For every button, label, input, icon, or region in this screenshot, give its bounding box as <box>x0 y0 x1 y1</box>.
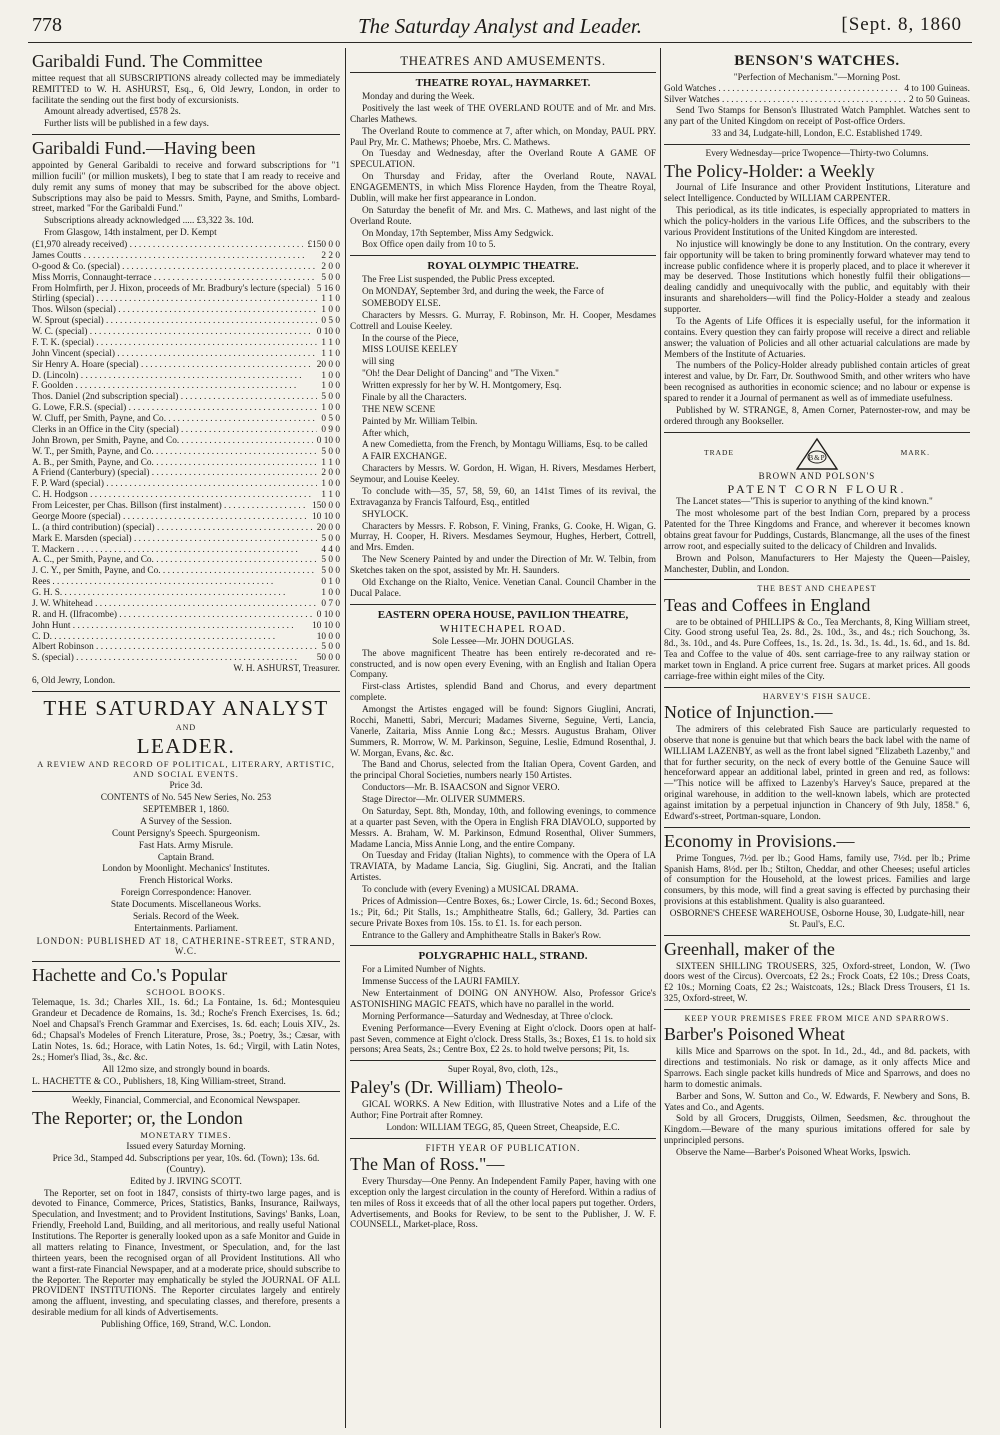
paragraph: On Saturday the benefit of Mr. and Mrs. C. Mathews, and last night of the Overland Route. <box>350 205 656 227</box>
ad-preline: THE BEST AND CHEAPEST <box>757 584 877 594</box>
ad-publisher: OSBORNE'S CHEESE WAREHOUSE, Osborne House, 30, Ludgate-hill, near St. Paul's, E.C. <box>669 909 965 930</box>
paragraph: The numbers of the Policy-Holder already published contain articles of great interest and value, by Dr. Farr, Dr. Southwood Smith, and other writers who have been recognised as authorities in economic science; and no labour or expense is spared to render it a Journal of permanent as well as of immediate usefulness. <box>664 361 970 405</box>
ad-text: From Glasgow, 14th instalment, per D. Kempt <box>44 228 217 239</box>
ad-text: Further lists will be published in a few days. <box>44 119 209 130</box>
list-row <box>32 621 340 632</box>
row-amount: 150 0 0 <box>312 501 340 512</box>
section-heading: THEATRES AND AMUSEMENTS. <box>400 53 606 68</box>
row-name: From Leicester, per Chas. Billson (first instalment) . . . <box>32 501 308 512</box>
row-name: F. P. Ward (special) . . . <box>32 479 317 490</box>
list-row <box>32 610 340 621</box>
row-amount: 1 1 0 <box>321 294 340 305</box>
row-amount: 1 1 0 <box>321 457 340 468</box>
row-name: Sir Henry A. Hoare (special) . . . <box>32 360 313 371</box>
paragraph: The Band and Chorus, selected from the Italian Opera, Covent Garden, and the principal Choral Societies, numbers nearly 150 Artistes. <box>350 760 656 782</box>
paragraph: Stage Director—Mr. OLIVER SUMMERS. <box>362 795 525 806</box>
divider <box>664 432 970 433</box>
list-row <box>32 403 340 414</box>
list-row <box>32 458 340 469</box>
row-amount: 50 0 0 <box>316 653 340 664</box>
ad-body <box>664 497 970 575</box>
paragraph: Serials. Record of the Week. <box>133 911 239 922</box>
paragraph: Conductors—Mr. B. ISAACSON and Signor VERO. <box>362 783 560 794</box>
row-amount: 4 4 0 <box>321 544 340 555</box>
paragraph: MISS LOUISE KEELEY <box>362 345 458 356</box>
divider <box>664 144 970 145</box>
trade-mark-label: TRADE <box>704 448 734 458</box>
row-amount: 2 2 0 <box>321 250 340 261</box>
row-amount: 1 0 0 <box>321 403 340 414</box>
paragraph: The Overland Route to commence at 7, after which, on Monday, PAUL PRY. Paul Pry, Mr. C. Mathews; Phoebe, Mrs. C. Mathews. <box>350 126 656 148</box>
paragraph: Count Persigny's Speech. Spurgeonism. <box>112 828 260 839</box>
ad-body: Prime Tongues, 7½d. per lb.; Good Hams, family use, 7½d. per lb.; Prime Spanish Hams, 8½d. per lb.; Stilton, Cheddar, and other Cheeses; useful articles of consumption for the Household, at the lowest prices. Families and large consumers, by this mode, will find a great saving is effected by purchasing their provisions at this establishment. Quality is also guaranteed. <box>664 853 970 908</box>
ad-title: Hachette and Co.'s Popular <box>32 964 228 985</box>
row-name: Albert Robinson . . . <box>32 642 317 653</box>
paragraph: The Lancet states—"This is superior to anything of the kind known." <box>676 497 933 508</box>
ad-text: Barber and Sons, W. Sutton and Co., W. Edwards, F. Newbery and Sons, B. Yates and Co., and Agents. <box>664 1091 970 1113</box>
paragraph: State Documents. Miscellaneous Works. <box>110 900 262 911</box>
row-name: From Holmfirth, per J. Hixon, proceeds of Mr. Bradbury's lecture (special) . . . <box>32 284 313 295</box>
price-list <box>664 84 970 106</box>
row-amount: 0 7 0 <box>321 598 340 609</box>
paragraph: SOMEBODY ELSE. <box>362 298 441 309</box>
list-row <box>32 392 340 403</box>
ad-address: 33 and 34, Ludgate-hill, London, E.C. Established 1749. <box>711 128 923 139</box>
paragraph: New Entertainment of DOING ON ANYHOW. Also, Professor Grice's ASTONISHING MAGIC FEATS, which have no parallel in the world. <box>350 989 656 1010</box>
divider <box>664 687 970 688</box>
ad-body: Telemaque, 1s. 3d.; Charles XII., 1s. 6d.; La Fontaine, 1s. 6d.; Montesquieu Grandeur et Decadence de Romains, 1s. 3d.; Roche's French Exercises, 1s. 6d.; Noel and Chapsal's French Grammar and Exercises, 1s. 6d. each; Louis XIV., 2s. 6d.; Chapsal's Modeles of French Literature, Prose, 3s.; Poetry, 3s.; Cæsar, with Latin Notes, 1s. 6d.; Horace, with Latin Notes, 1s. 6d.; Virgil, with Latin Notes, 2s.; Homer's Iliad, 3s., &c. &c. <box>32 998 340 1063</box>
paragraph: On Tuesday and Friday (Italian Nights), to commence with the Opera of LA TRAVIATA, by Madame Lancia, Sig. Giuglini, Sig. Ancrati, and the Italian Artistes. <box>350 851 656 884</box>
header-rule <box>28 42 972 43</box>
row-name: Thos. Daniel (2nd subscription special) . . . <box>32 392 317 403</box>
divider <box>350 604 656 605</box>
row-amount: 5 0 0 <box>321 272 340 283</box>
row-name: W. Sprout (special) . . . <box>32 316 317 327</box>
paragraph: Characters by Messrs. F. Robson, F. Vining, Franks, G. Cooke, H. Wigan, G. Murray, H. Cooper, H. Rivers. Mesdames Seymour, Hughes, Herbert, Cottrell, and Mrs. Emden. <box>350 521 656 554</box>
row-amount: 0 9 0 <box>321 424 340 435</box>
paragraph: On Saturday, Sept. 8th, Monday, 10th, and following evenings, to commence at a quarter past Seven, with the Opera in English FRA DIAVOLO, supported by Messrs. A. Braham, W. M. Parkinson, Edmund Rosenthal, Oliver Summers, Madame Lancia, Miss Annie Long, and the entire Company. <box>350 806 656 850</box>
row-name: O-good & Co. (special) . . . <box>32 262 317 273</box>
divider <box>664 579 970 580</box>
row-amount: 0 10 0 <box>316 609 340 620</box>
divider <box>350 945 656 946</box>
row-name: D. (Lincoln) . . . <box>32 371 317 382</box>
paragraph: will sing <box>362 357 395 368</box>
theatre-listing <box>350 965 656 1056</box>
ad-subtitle: MONETARY TIMES. <box>140 1130 232 1141</box>
paragraph: Characters by Messrs. W. Gordon, H. Wigan, H. Rivers, Mesdames Herbert, Seymour, and Louise Keeley. <box>350 464 656 486</box>
ad-text: Edited by J. IRVING SCOTT. <box>130 1176 242 1187</box>
divider <box>350 1060 656 1061</box>
ad-body: Every Thursday—One Penny. An Independent Family Paper, having with one exception only the largest circulation in the county of Hereford. Within a radius of ten miles of Ross it exceeds that of all the other local papers put together. Orders, Advertisements, and Books for Review, to be sent to the Publisher, J. W. F. COUNSELL, Market-place, Ross. <box>350 1176 656 1231</box>
ad-body: The Reporter, set on foot in 1847, consists of thirty-two large pages, and is devoted to Finance, Commerce, Prices, Statistics, Banks, Insurance, Railways, Speculation, and Investment; and to Provident Institutions, Savings' Banks, Loan, Friendly, Freehold Land, Building, and all meritorious, and really useful National Institutions. The Reporter is generally looked upon as a safe Monitor and Guide in all matters relating to Finance, Investment, or Speculation, and, for the last thirteen years, been the recognised organ of all Provident Institutions. All who want a first-rate Financial Newspaper, and at a moderate price, should subscribe to the Reporter. The Reporter may emphatically be styled the JOURNAL OF ALL PROVIDENT INSTITUTIONS. The Reporter circulates largely and entirely among the affluent, investing, and speculating classes, and therefore, presents a desirable medium for all kinds of Advertisements. <box>32 1188 340 1319</box>
paragraph: London by Moonlight. Mechanics' Institutes. <box>102 864 270 875</box>
list-row <box>32 273 340 284</box>
theatre-listing <box>350 649 656 942</box>
divider <box>350 72 656 73</box>
paragraph: Finale by all the Characters. <box>362 392 467 403</box>
trade-mark-logo-text: B&P <box>808 453 826 462</box>
paragraph: Journal of Life Insurance and other Provident Institutions, Literature and select Intelligence. Conducted by WILLIAM CARPENTER. <box>664 183 970 205</box>
row-amount: 0 1 0 <box>321 577 340 588</box>
divider <box>32 1091 340 1092</box>
row-amount: 20 0 0 <box>316 522 340 533</box>
row-amount: 20 0 0 <box>316 359 340 370</box>
row-name: George Moore (special) . . . <box>32 512 308 523</box>
theatre-listing <box>350 275 656 600</box>
row-name: Clerks in an Office in the City (special) . . . <box>32 425 317 436</box>
paragraph: Amongst the Artistes engaged will be found: Signors Giuglini, Ancrati, Rocchi, Manetti, Sabri, Mercuri; Madames Siverne, Seguine, Verti, Lancia, Vanerle, Zaitaria, Miss Annie Long &c.; Messrs. Augustus Braham, Oliver Summers, R. Morrow, W. M. Parkinson, Seguine, Leslie, Edmund Rosenthal, J. W. Morgan, Evans, &c. &c. <box>350 705 656 759</box>
divider <box>350 1138 656 1139</box>
list-row <box>32 566 340 577</box>
ad-preline: Weekly, Financial, Commercial, and Economical Newspaper. <box>71 1096 301 1107</box>
row-amount: 1 0 0 <box>321 588 340 599</box>
ad-title: Greenhall, maker of the <box>664 938 835 959</box>
row-amount: 5 0 0 <box>321 555 340 566</box>
theatre-title: EASTERN OPERA HOUSE, PAVILION THEATRE, <box>377 608 629 621</box>
paragraph: THE NEW SCENE <box>362 404 436 415</box>
paragraph: The most wholesome part of the best Indian Corn, prepared by a process Patented for the Three Kingdoms and France, and wherever it becomes known obtains great favour for Puddings, Custards, Blancmange, all the uses of the finest arrow root, and especially suited to the delicacy of Children and Invalids. <box>664 509 970 552</box>
list-row <box>32 512 340 523</box>
paragraph: To conclude with—35, 57, 58, 59, 60, an 141st Times of its revival, the Extravaganza by Francis Talfourd, Esq., entitled <box>350 486 656 508</box>
list-row <box>32 381 340 392</box>
column-divider <box>345 48 346 1428</box>
ad-body: mittee request that all SUBSCRIPTIONS already collected may be immediately REMITTED to W. H. ASHURST, Esq., 6, Old Jewry, London, in order to facilitate the sending out the first body of excursionists. <box>32 73 340 106</box>
theatre-address: WHITECHAPEL ROAD. <box>439 623 567 635</box>
paragraph: Box Office open daily from 10 to 5. <box>362 240 496 251</box>
list-row <box>32 577 340 588</box>
list-row <box>664 84 970 95</box>
paragraph: SHYLOCK. <box>362 509 409 520</box>
row-amount: 2 0 0 <box>321 261 340 272</box>
row-amount: 0 5 0 <box>321 414 340 425</box>
masthead-publisher: LONDON: PUBLISHED AT 18, CATHERINE-STREET, STRAND, W.C. <box>36 935 336 957</box>
list-row <box>32 479 340 490</box>
row-name: C. D. . . . <box>32 632 313 643</box>
list-row <box>32 327 340 338</box>
signature: W. H. ASHURST, Treasurer. <box>233 664 340 675</box>
list-row <box>32 251 340 262</box>
paragraph: On MONDAY, September 3rd, and during the week, the Farce of <box>362 287 604 298</box>
list-row <box>32 534 340 545</box>
paragraph: On Thursday and Friday, after the Overland Route, NAVAL ENGAGEMENTS, in which Miss Florence Hayden, from the Theatre Royal, Dublin, will make her first appearance in London. <box>350 172 656 204</box>
row-amount: 2 0 0 <box>321 468 340 479</box>
row-name: A. C., per Smith, Payne, and Co. . . . <box>32 555 317 566</box>
list-row <box>32 360 340 371</box>
ad-title: Teas and Coffees in England <box>664 594 871 615</box>
page-number: 778 <box>32 14 62 36</box>
paragraph: A FAIR EXCHANGE. <box>362 452 447 463</box>
ad-text: All 12mo size, and strongly bound in boards. <box>102 1064 270 1075</box>
paragraph: In the course of the Piece, <box>362 333 459 344</box>
issue-date: [Sept. 8, 1860 <box>841 14 962 35</box>
trade-mark-label: MARK. <box>900 448 930 458</box>
divider <box>32 691 340 692</box>
paragraph: A new Comedietta, from the French, by Montagu Williams, Esq. to be called <box>362 440 648 451</box>
row-name: Thos. Wilson (special) . . . <box>32 305 317 316</box>
row-name: Rees . . . <box>32 577 317 588</box>
row-amount: 1 1 0 <box>321 490 340 501</box>
paragraph: Entertainments. Parliament. <box>134 923 238 934</box>
row-name: W. T., per Smith, Payne, and Co. . . . <box>32 447 317 458</box>
ad-title: The Policy-Holder: a Weekly <box>664 160 875 181</box>
list-row <box>32 490 340 501</box>
row-amount: 0 5 0 <box>321 316 340 327</box>
trade-mark-logo-icon <box>795 437 839 471</box>
row-amount: 1 0 0 <box>321 479 340 490</box>
row-name: John Brown, per Smith, Payne, and Co. . . . <box>32 436 313 447</box>
list-row <box>32 653 340 664</box>
row-name: A Friend (Canterbury) (special) . . . <box>32 468 317 479</box>
masthead-leader: LEADER. <box>136 733 236 758</box>
row-amount: 4 to 100 Guineas. <box>904 84 970 95</box>
row-name: (£1,970 already received) . . . <box>32 240 303 251</box>
row-amount: 10 0 0 <box>316 631 340 642</box>
ad-title: BENSON'S WATCHES. <box>734 53 900 69</box>
masthead-price: Price 3d. <box>169 781 203 792</box>
ad-body: appointed by General Garibaldi to receive and forward subscriptions for "1 million fucili" (or million muskets), I beg to state that I am ready to receive and duly remit any sums of money that may be subscribed for the above object. Subscriptions may also be paid to Messrs. Smith, Payne, and Smiths, Lombard-street, marked "For the Garibaldi Fund." <box>32 160 340 215</box>
ad-text: Issued every Saturday Morning. <box>126 1142 246 1153</box>
paragraph: No injustice will knowingly be done to any Institution. On the contrary, every fair opportunity will be taken to bring prominently forward whatever may tend to increase public confidence where it is properly placed, and to place it wherever it may be deserved. Those Institutions which honestly fulfil their obligations—dealing candidly and unequivocally with the public, and equitably with their insurants and shareholders—will find the Policy-Holder a steady and zealous supporter. <box>664 239 970 316</box>
ad-body: Send Two Stamps for Benson's Illustrated Watch Pamphlet. Watches sent to any part of the United Kingdom on receipt of Post-office Orders. <box>664 106 970 128</box>
paragraph: Entrance to the Gallery and Amphitheatre Stalls in Baker's Row. <box>362 930 602 941</box>
column-left <box>32 50 340 1425</box>
ad-text: Sold by all Grocers, Druggists, Oilmen, Seedsmen, &c. throughout the Kingdom.—Beware of the many spurious imitations offered for sale by unprincipled persons. <box>664 1114 970 1147</box>
page-header <box>0 0 1000 42</box>
ad-publisher: L. HACHETTE & CO., Publishers, 18, King William-street, Strand. <box>32 1076 286 1087</box>
row-name: G. Lowe, F.R.S. (special) . . . <box>32 403 317 414</box>
list-row <box>32 436 340 447</box>
row-amount: 0 10 0 <box>316 435 340 446</box>
row-name: Mark E. Marsden (special) . . . <box>32 534 317 545</box>
list-row <box>32 349 340 360</box>
row-name: T. Mackern . . . <box>32 545 317 556</box>
list-row <box>32 501 340 512</box>
paragraph: First-class Artistes, splendid Band and Chorus, and every department complete. <box>350 682 656 704</box>
ad-preline: KEEP YOUR PREMISES FREE FROM MICE AND SPARROWS. <box>684 1014 950 1024</box>
row-name: Miss Morris, Connaught-terrace . . . <box>32 273 317 284</box>
paragraph: Evening Performance—Every Evening at Eight o'clock. Doors open at half-past Seven, commence at Eight o'clock. Dress Stalls, 3s.; Boxes, £1 1s. to hold six persons; Area Seats, 2s.; Centre Box, £2 2s. to hold twelve persons; Pit, 1s. <box>350 1023 656 1056</box>
ad-body: The admirers of this celebrated Fish Sauce are particularly requested to observe that none is genuine but that which bears the back label with the name of WILLIAM LAZENBY, as well as the front label signed "Elizabeth Lazenby," and that for further security, on the neck of every bottle of the Genuine Sauce will henceforward appear an additional label, printed in green and red, as follows:—"This notice will be affixed to Lazenby's Harvey's Sauce, prepared at the original warehouse, in addition to the well-known labels, which are protected against imitation by a perpetual injunction in Chancery of 9th July, 1858." 6, Edward's-street, Portman-square, London. <box>664 724 970 822</box>
ad-title: Garibaldi Fund. The Committee <box>32 51 263 71</box>
paragraph: For a Limited Number of Nights. <box>362 965 486 976</box>
list-row <box>32 316 340 327</box>
subscription-list <box>32 240 340 664</box>
column-divider <box>660 48 661 1428</box>
list-row <box>32 284 340 295</box>
ad-body: are to be obtained of PHILLIPS & Co., Tea Merchants, 8, King William street, City. Good strong useful Tea, 2s. 8d., 2s. 10d., 3s., and 4s.; rich Souchong, 3s. 8d., 3s. 10d., and 4s. Pure Coffees, 1s., 1s. 2d., 1s. 3d., 1s. 4d., 1s. 6d., and 1s. 8d. Tea and Coffee to the value of 40s. sent carriage-free to any railway station or market town in England. A price current free. Sugars at market prices. All goods carriage-free within eight miles of the City. <box>664 617 970 682</box>
row-name: F. T. K. (special) . . . <box>32 338 317 349</box>
row-amount: 1 0 0 <box>321 305 340 316</box>
row-name: W. Cluff, per Smith, Payne, and Co. . . . <box>32 414 317 425</box>
row-amount: 5 0 0 <box>321 446 340 457</box>
list-row <box>32 294 340 305</box>
list-row <box>32 588 340 599</box>
theatre-lessee: Sole Lessee—Mr. JOHN DOUGLAS. <box>432 636 574 647</box>
paragraph: The Free List suspended, the Public Press excepted. <box>362 275 555 286</box>
theatre-title: ROYAL OLYMPIC THEATRE. <box>427 260 579 273</box>
ad-body: kills Mice and Sparrows on the spot. In 1d., 2d., 4d., and 8d. packets, with directions and testimonials. No risk or damage, as it only affects Mice and Sparrows. Each single packet kills hundreds of Mice and Sparrows, and does no harm to domestic animals. <box>664 1047 970 1090</box>
list-row <box>32 632 340 643</box>
column-right <box>664 50 970 1425</box>
paragraph: The above magnificent Theatre has been entirely re-decorated and re-constructed, and is now open every Evening, with an English and Italian Opera Company. <box>350 648 656 681</box>
ad-title: The Reporter; or, the London <box>32 1108 243 1129</box>
address: 6, Old Jewry, London. <box>32 676 116 687</box>
paragraph: Characters by Messrs. G. Murray, F. Robinson, Mr. H. Cooper, Mesdames Cottrell and Louise Keeley. <box>350 310 656 332</box>
theatre-title: POLYGRAPHIC HALL, STRAND. <box>418 950 588 963</box>
row-name: J. W. Whitehead . . . <box>32 599 317 610</box>
ad-body: SIXTEEN SHILLING TROUSERS, 325, Oxford-street, London, W. (Two doors west of the Circus). Overcoats, £2 2s.; Frock Coats, £2 10s.; Dress Coats, £2 10s.; Morning Coats, £2 2s.; Waistcoats, 12s.; Black Dress Trousers, £1 1s. 325, Oxford-street, W. <box>664 961 970 1005</box>
ad-text: Amount already advertised, £578 2s. <box>44 107 181 118</box>
ad-subtitle: PATENT CORN FLOUR. <box>727 482 907 497</box>
row-name: Stirling (special) . . . <box>32 294 317 305</box>
ad-text: Subscriptions already acknowledged ..... £3,322 3s. 10d. <box>44 216 254 227</box>
list-row <box>32 425 340 436</box>
ad-title: BROWN AND POLSON'S <box>758 470 876 481</box>
ad-title: Economy in Provisions.— <box>664 830 855 851</box>
row-name: J. C. Y., per Smith, Payne, and Co. . . . <box>32 566 317 577</box>
list-row <box>32 305 340 316</box>
paragraph: This periodical, as its title indicates, is especially appropriated to matters in which the policy-holders in the various Life Offices, and the subscribers to the various Provident Institutions of the United Kingdom are interested. <box>664 206 970 238</box>
row-amount: 10 10 0 <box>312 620 340 631</box>
list-row <box>32 447 340 458</box>
paragraph: Foreign Correspondence: Hanover. <box>120 888 252 899</box>
contents-list <box>32 817 340 935</box>
theatre-title: THEATRE ROYAL, HAYMARKET. <box>415 77 591 90</box>
divider <box>664 1009 970 1010</box>
paragraph: The New Scenery Painted by and under the Direction of Mr. W. Telbin, from Sketches taken on the spot, assisted by Mr. H. Saunders. <box>350 555 656 577</box>
ad-title: Paley's (Dr. William) Theolo- <box>350 1077 563 1098</box>
row-amount: 1 1 0 <box>321 348 340 359</box>
masthead-title: THE SATURDAY ANALYST <box>43 695 329 720</box>
paragraph: Prices of Admission—Centre Boxes, 6s.; Lower Circle, 1s. 6d.; Second Boxes, 1s.; Pit, 6d.; Pit Stalls, 1s.; Amphitheatre Stalls, 6d.; Gallery, 3d. Parties can secure Private Boxes from 10s. 15s. to £1. 1s. for each person. <box>350 896 656 929</box>
paragraph: Immense Success of the LAURI FAMILY. <box>362 977 520 988</box>
list-row <box>32 240 340 251</box>
row-name: A. B., per Smith, Payne, and Co. . . . <box>32 458 317 469</box>
list-row <box>32 262 340 273</box>
row-amount: 5 16 0 <box>316 283 340 294</box>
row-name: G. H. S. . . . <box>32 588 317 599</box>
row-name: F. Goolden . . . <box>32 381 317 392</box>
column-middle <box>350 50 656 1425</box>
row-amount: 10 10 0 <box>312 511 340 522</box>
list-row <box>32 642 340 653</box>
row-amount: 1 0 0 <box>321 370 340 381</box>
paragraph: Positively the last week of THE OVERLAND ROUTE and of Mr. and Mrs. Charles Mathews. <box>350 103 656 125</box>
paragraph: On Tuesday and Wednesday, after the Overland Route A GAME OF SPECULATION. <box>350 149 656 171</box>
contents-date: SEPTEMBER 1, 1860. <box>142 805 230 816</box>
paragraph: French Historical Works. <box>139 876 233 887</box>
divider <box>664 935 970 936</box>
ad-preline: Every Wednesday—price Twopence—Thirty-two Columns. <box>705 148 929 159</box>
ad-preline: Super Royal, 8vo, cloth, 12s., <box>447 1065 559 1076</box>
row-amount: 5 0 0 <box>321 392 340 403</box>
masthead-and: AND <box>175 722 197 732</box>
paragraph: Fast Hats. Army Misrule. <box>138 840 234 851</box>
list-row <box>664 95 970 106</box>
paragraph: To the Agents of Life Offices it is especially useful, for the information it contains. Every question they can fairly propose will receive a direct and reliable answer; the valuation of Policies and all other actuarial calculations are made by Members of the Institute of Actuaries. <box>664 316 970 360</box>
contents-heading: CONTENTS of No. 545 New Series, No. 253 <box>100 793 272 804</box>
ad-preline: HARVEY'S FISH SAUCE. <box>762 691 872 701</box>
ad-body: GICAL WORKS. A New Edition, with Illustrative Notes and a Life of the Author; Fine Portrait after Romney. <box>350 1099 656 1121</box>
paragraph: After which, <box>362 428 409 439</box>
list-row <box>32 414 340 425</box>
row-amount: 1 1 0 <box>321 337 340 348</box>
row-name: Silver Watches . . . <box>664 95 905 106</box>
list-row <box>32 555 340 566</box>
row-name: S. (special) . . . <box>32 653 313 664</box>
row-name: James Coutts . . . <box>32 251 317 262</box>
list-row <box>32 468 340 479</box>
ad-text: Price 3d., Stamped 4d. Subscriptions per year, 10s. 6d. (Town); 13s. 6d. (Country). <box>52 1153 320 1175</box>
trade-mark <box>664 437 970 471</box>
paragraph: "Oh! the Dear Delight of Dancing" and "The Vixen." <box>362 369 559 380</box>
row-amount: 5 0 0 <box>321 642 340 653</box>
row-name: L. (a third contribution) (special) . . . <box>32 523 313 534</box>
list-row <box>32 371 340 382</box>
ad-title: Notice of Injunction.— <box>664 702 833 723</box>
row-name: Gold Watches . . . <box>664 84 900 95</box>
ad-title: Barber's Poisoned Wheat <box>664 1024 845 1045</box>
divider <box>350 255 656 256</box>
row-amount: £150 0 0 <box>307 240 340 251</box>
divider <box>664 827 970 828</box>
paragraph: To conclude with (every Evening) a MUSICAL DRAMA. <box>362 885 579 896</box>
paragraph: On Monday, 17th September, Miss Amy Sedgwick. <box>362 228 554 239</box>
row-amount: 1 0 0 <box>321 381 340 392</box>
divider <box>32 961 340 962</box>
paragraph: Brown and Polson, Manufacturers to Her Majesty the Queen—Paisley, Manchester, Dublin, and London. <box>664 553 970 575</box>
paragraph: Old Exchange on the Rialto, Venice. Venetian Canal. Council Chamber in the Ducal Palace. <box>350 577 656 599</box>
running-title: The Saturday Analyst and Leader. <box>357 14 643 38</box>
ad-title: Garibaldi Fund.—Having been <box>32 138 256 159</box>
ad-preline: FIFTH YEAR OF PUBLICATION. <box>425 1142 581 1153</box>
paragraph: Morning Performance—Saturday and Wednesday, at Three o'clock. <box>362 1011 613 1022</box>
paragraph: Painted by Mr. William Telbin. <box>362 416 478 427</box>
ad-text: Observe the Name—Barber's Poisoned Wheat Works, Ipswich. <box>676 1148 911 1159</box>
divider <box>32 134 340 135</box>
ad-subtitle: SCHOOL BOOKS. <box>146 986 226 997</box>
row-name: W. C. (special) . . . <box>32 327 313 338</box>
ad-publisher: London: WILLIAM TEGG, 85, Queen Street, Cheapside, E.C. <box>386 1122 620 1133</box>
row-amount: 0 10 0 <box>316 327 340 338</box>
ad-body <box>664 183 970 427</box>
paragraph: Captain Brand. <box>157 852 215 863</box>
ad-title: The Man of Ross."— <box>350 1154 505 1175</box>
masthead-subtitle: A REVIEW AND RECORD OF POLITICAL, LITERARY, ARTISTIC, AND SOCIAL EVENTS. <box>37 759 335 780</box>
list-row <box>32 523 340 534</box>
theatre-listing <box>350 92 656 251</box>
row-name: John Vincent (special) . . . <box>32 349 317 360</box>
row-name: R. and H. (Ilfracombe) . . . <box>32 610 313 621</box>
paragraph: Monday and during the Week. <box>362 92 475 103</box>
list-row <box>32 545 340 556</box>
row-amount: 5 0 0 <box>321 533 340 544</box>
ad-quote: "Perfection of Mechanism."—Morning Post. <box>733 72 901 83</box>
paragraph: A Survey of the Session. <box>140 816 232 827</box>
ad-publisher: Publishing Office, 169, Strand, W.C. London. <box>100 1320 271 1331</box>
row-amount: 5 0 0 <box>321 566 340 577</box>
paragraph: Published by W. STRANGE, 8, Amen Corner, Paternoster-row, and may be ordered through any Bookseller. <box>664 405 970 427</box>
row-name: John Hunt . . . <box>32 621 308 632</box>
paragraph: Written expressly for her by W. H. Montgomery, Esq. <box>362 381 562 392</box>
list-row <box>32 599 340 610</box>
row-amount: 2 to 50 Guineas. <box>909 95 970 106</box>
row-name: C. H. Hodgson . . . <box>32 490 317 501</box>
list-row <box>32 338 340 349</box>
